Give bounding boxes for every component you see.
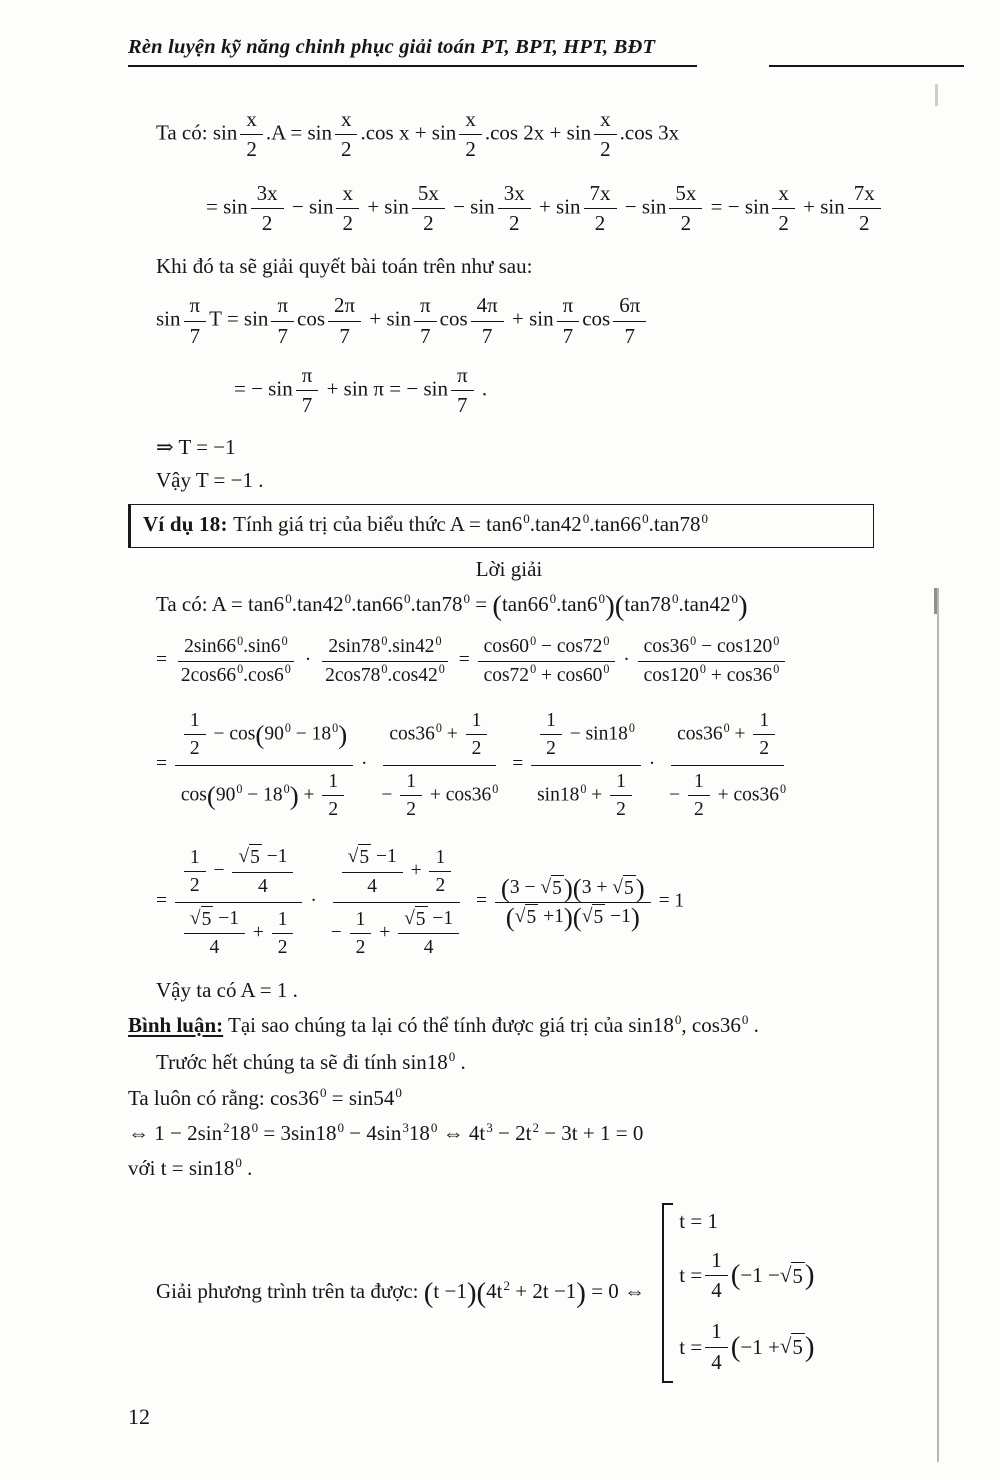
denominator: 2 <box>680 210 692 235</box>
numerator: 1 <box>400 769 422 796</box>
fraction <box>184 292 207 350</box>
arrow-T-line: ⇒ T = −1 <box>156 434 236 459</box>
fraction <box>296 362 319 420</box>
denominator: 2 <box>340 137 352 162</box>
numerator: π <box>184 292 207 321</box>
big-paren: ) <box>563 872 573 903</box>
denominator: 2 <box>465 137 476 162</box>
fraction <box>184 708 206 762</box>
fraction <box>350 907 372 961</box>
denominator: 2 <box>616 799 626 821</box>
sqrt <box>612 875 635 901</box>
numerator: x <box>335 106 358 135</box>
numerator: 1 <box>350 907 372 934</box>
numerator: 1 <box>705 1247 728 1276</box>
sqrt <box>540 875 563 901</box>
sqrt <box>515 904 538 930</box>
denominator: 2 <box>508 210 520 235</box>
denominator: $2\cos 66^0.\cos 6^0$ <box>180 662 291 686</box>
superscript: 0 <box>603 633 610 648</box>
fraction <box>772 180 795 238</box>
numerator: 7x <box>584 180 617 209</box>
numerator: 5x <box>669 180 702 209</box>
superscript: 0 <box>628 720 635 735</box>
denominator: 2 <box>594 210 606 235</box>
fraction <box>638 634 786 688</box>
denominator: ( √ 5 +1)( √ 5 −1) <box>500 903 646 930</box>
fraction <box>495 872 651 933</box>
fraction <box>232 844 293 899</box>
denominator: − $\frac{1}{2}$ + √ 5 −1 4 <box>325 903 468 963</box>
numerator: 5x <box>412 180 445 209</box>
denominator: 4 <box>209 937 220 959</box>
denominator: − $\frac{1}{2}$ + $\cos 36^0$ <box>375 766 504 825</box>
superscript: 0 <box>285 590 292 606</box>
example-18-box: Ví dụ 18: Tính giá trị của biểu thức $A = \tan 6^0.\tan 42^0.\tan 66^0.\tan 78^0$ <box>128 504 874 547</box>
denominator: 7 <box>189 323 201 348</box>
fraction <box>175 634 297 688</box>
superscript: 0 <box>701 511 709 527</box>
numerator: 1 <box>705 1318 728 1347</box>
numerator: 1 <box>540 708 562 735</box>
case-row: t = $\frac{1}{4}$ ( −1 − √ 5 ) <box>679 1245 814 1307</box>
numerator: $\cos 36^0$ + $\frac{1}{2}$ <box>671 706 784 766</box>
truoc-het-line: Trước hết chúng ta sẽ đi tính $\sin 18^0$ . <box>156 1049 466 1075</box>
numerator: 1 <box>184 708 206 735</box>
page-content <box>128 78 952 1383</box>
numerator: $\frac{1}{2}$ − $\sin 18^0$ <box>531 706 641 766</box>
giai-pt-line: Giải phương trình trên ta được: $(t -1)(4t^2 + 2t -1) = 0$ ⇔ t = 1 t = $\frac{1}{4}$ ( −1 − √ 5 ) t = $\frac{1}{4}$ ( −1 + √ 5 ) <box>156 1203 952 1383</box>
fraction <box>336 180 359 238</box>
superscript: 0 <box>492 781 499 796</box>
numerator: 3x <box>498 180 531 209</box>
radicand: √ 5 <box>791 1333 805 1361</box>
radicand: √ 5 <box>525 904 538 930</box>
ta-co-line: Ta có: sin $\frac{x}{2}$ .A = sin $\frac{x}{2}$ .cos x + sin $\frac{x}{2}$ .cos 2x + sin $\frac{x}{2}$ .cos 3x <box>156 104 952 166</box>
sqrt <box>780 1262 805 1290</box>
denominator: 2 <box>189 738 200 760</box>
fraction <box>184 845 206 899</box>
superscript: 0 <box>642 511 649 527</box>
fraction <box>531 706 641 824</box>
reduce-line: = − sin $\frac{\pi}{7}$ + sin π = − sin $\frac{\pi}{7}$ . <box>234 360 952 422</box>
superscript: 0 <box>699 662 706 677</box>
denominator: 2 <box>406 799 417 821</box>
big-paren: ) <box>804 1330 815 1363</box>
numerator: π <box>296 362 319 391</box>
denominator: √ 5 −1 4 + $\frac{1}{2}$ <box>175 903 303 963</box>
big-paren: ( <box>572 902 582 933</box>
numerator: √ 5 −1 <box>398 906 459 934</box>
numerator: 2π <box>328 292 361 321</box>
superscript: 0 <box>251 1119 259 1135</box>
superscript: 0 <box>690 633 697 648</box>
numerator: x <box>240 106 263 135</box>
fraction <box>175 706 353 824</box>
fraction <box>540 708 562 762</box>
sqrt <box>190 906 213 932</box>
fraction <box>471 292 504 350</box>
superscript: 0 <box>523 511 530 527</box>
fraction <box>398 906 459 961</box>
numerator: √ 5 −1 4 + $\frac{1}{2}$ <box>333 842 461 903</box>
numerator: 1 <box>429 845 451 872</box>
superscript: 0 <box>582 511 590 527</box>
numerator: (3 − √ 5 )(3 + √ 5 ) <box>495 875 651 903</box>
big-paren: ) <box>289 780 299 811</box>
superscript: 0 <box>530 662 537 677</box>
numerator: x <box>772 180 795 209</box>
superscript: 0 <box>674 1012 682 1028</box>
big-paren: ( <box>423 1276 434 1309</box>
numerator: x <box>336 180 359 209</box>
superscript: 3 <box>402 1119 409 1135</box>
case-row: t = 1 <box>679 1208 718 1233</box>
denominator: 4 <box>367 875 378 897</box>
denominator: 4 <box>423 937 434 959</box>
superscript: 0 <box>284 662 291 677</box>
denominator: $\cos 72^0 + \cos 60^0$ <box>483 662 610 686</box>
radicand: √ 5 <box>415 906 428 932</box>
superscript: 0 <box>430 1119 438 1135</box>
radicand: √ 5 <box>358 844 371 870</box>
superscript: 0 <box>435 720 442 735</box>
khi-do-line: Khi đó ta sẽ giải quyết bài toán trên như sau: <box>156 254 533 279</box>
superscript: 0 <box>337 1119 345 1135</box>
superscript: 0 <box>344 590 352 606</box>
denominator: 7 <box>339 323 350 348</box>
running-head: Rèn luyện kỹ năng chinh phục giải toán PT, BPT, HPT, BĐT <box>128 36 697 67</box>
numerator: √ 5 −1 <box>232 844 293 872</box>
superscript: 0 <box>463 590 470 606</box>
superscript: 0 <box>580 781 587 796</box>
numerator: x <box>594 106 617 135</box>
sqrt <box>238 844 261 870</box>
fraction <box>400 769 422 823</box>
fraction <box>688 769 710 823</box>
page-header <box>128 36 964 67</box>
radicand: √ 5 <box>592 904 605 930</box>
numerator: 4π <box>471 292 504 321</box>
denominator: 4 <box>711 1349 722 1374</box>
denominator: 7 <box>624 323 635 348</box>
fraction <box>240 106 263 164</box>
big-paren: ( <box>505 902 515 933</box>
numerator: 1 <box>753 708 775 735</box>
bold-label: Ví dụ 18: <box>143 512 234 537</box>
denominator: 2 <box>694 799 704 821</box>
denominator: 2 <box>261 210 273 235</box>
fraction <box>663 706 792 824</box>
big-paren: ) <box>605 589 615 622</box>
sqrt <box>404 906 427 932</box>
numerator: x <box>459 106 482 135</box>
superscript: 0 <box>603 662 610 677</box>
denominator: 2 <box>759 738 770 760</box>
sin-pi7-line: sin $\frac{\pi}{7}$ T = sin $\frac{\pi}{7}$ cos $\frac{2\pi}{7}$ + sin $\frac{\pi}{7}$ cos $\frac{4\pi}{7}$ + sin $\frac{\pi}{7}$ cos $\frac{6\pi}{7}$ <box>156 290 952 352</box>
superscript: 3 <box>486 1119 493 1135</box>
radicand: √ 5 <box>201 906 214 932</box>
sqrt <box>348 844 371 870</box>
fraction <box>272 907 294 961</box>
radicand: √ 5 <box>623 875 636 901</box>
big-paren: ) <box>576 1276 586 1309</box>
numerator: $2\sin 66^0.\sin 6^0$ <box>178 634 294 661</box>
numerator: 7x <box>848 180 881 209</box>
superscript: 0 <box>236 781 243 796</box>
denominator: $\cos 120^0 + \cos 36^0$ <box>643 662 780 686</box>
fraction <box>175 842 303 962</box>
numerator: $\frac{1}{2}$ − √ 5 −1 4 <box>175 842 303 903</box>
numerator: 3x <box>251 180 284 209</box>
fraction <box>848 180 881 238</box>
expansion-line: = sin $\frac{3x}{2}$ − sin $\frac{x}{2}$ + sin $\frac{5x}{2}$ − sin $\frac{3x}{2}$ + sin $\frac{7x}{2}$ − sin $\frac{5x}{2}$ = − sin $\frac{x}{2}$ + sin $\frac{7x}{2}$ <box>206 178 952 240</box>
superscript: 0 <box>435 633 442 648</box>
superscript: 0 <box>332 720 339 735</box>
denominator: 2 <box>778 210 789 235</box>
numerator: $\frac{1}{2}$ − $\cos(90^0 - 18^0)$ <box>175 706 353 766</box>
fraction <box>342 844 403 899</box>
superscript: 0 <box>284 720 291 735</box>
sqrt <box>780 1333 805 1361</box>
numerator: √ 5 −1 <box>342 844 403 872</box>
superscript: 0 <box>237 662 244 677</box>
radicand: √ 5 <box>249 844 262 870</box>
superscript: 0 <box>281 633 288 648</box>
denominator: 2 <box>328 799 339 821</box>
denominator: 7 <box>481 323 493 348</box>
fraction <box>322 769 344 823</box>
denominator: 7 <box>420 323 431 348</box>
superscript: 0 <box>731 590 738 606</box>
big-paren: ( <box>492 589 502 622</box>
denominator: 2 <box>355 936 366 958</box>
denominator: 7 <box>301 393 313 418</box>
denominator: 7 <box>277 323 288 348</box>
fraction <box>753 708 775 762</box>
denominator: 2 <box>600 137 611 162</box>
fraction <box>414 292 437 350</box>
superscript: 0 <box>780 781 787 796</box>
numerator: π <box>451 362 474 391</box>
loi-giai-heading: Lời giải <box>475 556 543 581</box>
bold-underline-label: Bình luận: <box>128 1013 224 1038</box>
denominator: 2 <box>342 210 353 235</box>
superscript: 0 <box>319 1084 327 1100</box>
denominator: 7 <box>457 393 468 418</box>
numerator: √ 5 −1 <box>184 906 245 934</box>
superscript: 2 <box>223 1119 230 1135</box>
denominator: 2 <box>277 936 288 958</box>
numerator: π <box>414 292 437 321</box>
numerator: $\cos 36^0$ + $\frac{1}{2}$ <box>383 706 496 766</box>
numerator: π <box>271 292 294 321</box>
big-paren: ( <box>476 1276 487 1309</box>
fraction <box>584 180 617 238</box>
fraction <box>594 106 617 164</box>
big-paren: ) <box>630 902 640 933</box>
superscript: 0 <box>723 720 730 735</box>
numerator: 1 <box>466 708 488 735</box>
denominator: $\sin 18^0$ + $\frac{1}{2}$ <box>531 766 641 825</box>
denominator: 4 <box>258 875 268 897</box>
numerator: 1 <box>272 907 294 934</box>
fraction-line-3: = $\frac{1}{2}$ − √ 5 −1 4 √ 5 −1 4 + $\frac{1}{2}$ · √ 5 −1 4 + $\frac{1}{2}$ − $\frac{1}{2}$ + √ 5 −1 4 = (3 − √ 5 )(3 + √ 5 ) ( √ 5 +1)( √ 5 −1) = 1 <box>156 840 952 964</box>
sqrt <box>582 904 605 930</box>
superscript: 0 <box>741 1012 749 1028</box>
fraction <box>705 1247 728 1305</box>
binh-luan-line: Bình luận: Tại sao chúng ta lại có thể tính được giá trị của $\sin 18^0$, $\cos 36^0$ . <box>128 1012 759 1038</box>
fraction <box>335 106 358 164</box>
fraction <box>610 769 632 823</box>
superscript: 0 <box>237 633 244 648</box>
big-paren: ( <box>614 589 625 622</box>
fraction <box>271 292 294 350</box>
numerator: $\cos 36^0 - \cos 120^0$ <box>638 634 786 661</box>
superscript: 0 <box>395 1084 402 1100</box>
page-number: 12 <box>128 1404 150 1429</box>
big-paren: ) <box>804 1259 815 1292</box>
denominator: 2 <box>546 738 556 760</box>
superscript: 0 <box>381 633 388 648</box>
superscript: 0 <box>773 633 780 648</box>
radicand: √ 5 <box>551 875 564 901</box>
fraction <box>328 292 361 350</box>
denominator: 7 <box>562 323 574 348</box>
denominator: $\cos(90^0 - 18^0)$ + $\frac{1}{2}$ <box>175 766 353 825</box>
big-paren: ) <box>563 902 573 933</box>
superscript: 0 <box>549 590 557 606</box>
denominator: 2 <box>246 137 257 162</box>
header-rule <box>769 65 964 67</box>
numerator: $2\sin 78^0.\sin 42^0$ <box>322 634 447 661</box>
voi-t-line: với $t = \sin 18^0$ . <box>128 1155 253 1181</box>
denominator: $2\cos 78^0.\cos 42^0$ <box>325 662 445 686</box>
denominator: 2 <box>435 875 446 897</box>
denominator: 2 <box>471 738 482 760</box>
fraction <box>705 1318 728 1376</box>
big-paren: ( <box>206 780 216 811</box>
denominator: 2 <box>189 875 200 897</box>
vay-T-line: Vậy T = −1 . <box>156 467 264 492</box>
big-paren: ( <box>730 1330 741 1363</box>
superscript: 0 <box>283 781 290 796</box>
fraction <box>429 845 451 899</box>
big-paren: ) <box>338 719 348 750</box>
fraction <box>375 706 504 824</box>
superscript: 0 <box>438 662 445 677</box>
denominator: 4 <box>711 1278 722 1303</box>
fraction <box>319 634 451 688</box>
superscript: 0 <box>598 590 606 606</box>
fraction-line-1: = $\frac{2\sin 66^0.\sin 6^0}{2\cos 66^0.\cos 6^0}$ · $\frac{2\sin 78^0.\sin 42^0}{2\cos 78^0.\cos 42^0}$ = $\frac{\cos 60^0 - \cos 72^0}{\cos 72^0 + \cos 60^0}$ · $\frac{\cos 36^0 - \cos 120^0}{\cos 120^0 + \cos 36^0}$ <box>156 632 952 690</box>
ta-luon-line: Ta luôn có rằng: $\cos 36^0 = \sin 54^0$ <box>128 1084 402 1110</box>
numerator: 1 <box>322 769 344 796</box>
fraction <box>557 292 580 350</box>
cases-bracket <box>662 1203 814 1383</box>
superscript: 2 <box>532 1119 539 1135</box>
superscript: 0 <box>404 590 411 606</box>
superscript: 0 <box>448 1049 456 1065</box>
big-paren: ) <box>635 872 645 903</box>
big-paren: ( <box>730 1259 741 1292</box>
numerator: 1 <box>688 769 710 796</box>
numerator: π <box>557 292 580 321</box>
big-paren: ( <box>500 872 510 903</box>
fraction <box>669 180 702 238</box>
denominator: 2 <box>858 210 870 235</box>
fraction-line-2: = $\frac{1}{2}$ − $\cos(90^0 - 18^0)$ $\cos(90^0 - 18^0)$ + $\frac{1}{2}$ · $\cos 36^0$ + $\frac{1}{2}$ − $\frac{1}{2}$ + $\cos 36^0$ = $\frac{1}{2}$ − $\sin 18^0$ $\sin 18^0$ + $\frac{1}{2}$ · $\cos 36^0$ + $\frac{1}{2}$ − $\frac{1}{2}$ + $\cos 36^0$ <box>156 704 952 826</box>
radicand: √ 5 <box>791 1262 805 1290</box>
numerator: 1 <box>184 845 206 872</box>
equation-t-line: ⇔ $1 - 2\sin^218^0 = 3\sin 18^0 - 4\sin^318^0$ ⇔ $4t^3 - 2t^2 - 3t + 1 = 0$ <box>128 1119 644 1145</box>
numerator: $\cos 60^0 - \cos 72^0$ <box>478 634 616 661</box>
fraction <box>251 180 284 238</box>
big-paren: ) <box>737 589 748 622</box>
fraction <box>466 708 488 762</box>
fraction <box>478 634 616 688</box>
vay-A-line: Vậy ta có A = 1 . <box>156 977 298 1002</box>
fraction <box>184 906 245 961</box>
fraction <box>613 292 646 350</box>
fraction <box>459 106 482 164</box>
fraction <box>325 842 468 962</box>
superscript: 0 <box>381 662 388 677</box>
superscript: 0 <box>235 1155 242 1171</box>
fraction <box>451 362 474 420</box>
fraction <box>412 180 445 238</box>
superscript: 0 <box>773 662 780 677</box>
big-paren: ) <box>466 1276 477 1309</box>
superscript: 0 <box>672 590 679 606</box>
fraction <box>498 180 531 238</box>
superscript: 2 <box>503 1277 511 1293</box>
denominator: 2 <box>423 210 434 235</box>
ta-co-A-line: Ta có: $A = \tan 6^0.\tan 42^0.\tan 66^0.\tan 78^0 = (\tan 66^0.\tan 6^0)(\tan 78^0.\tan 42^0)$ <box>156 589 748 622</box>
big-paren: ( <box>572 872 582 903</box>
case-row: t = $\frac{1}{4}$ ( −1 + √ 5 ) <box>679 1316 814 1378</box>
denominator: − $\frac{1}{2}$ + $\cos 36^0$ <box>663 766 792 825</box>
numerator: 1 <box>610 769 632 796</box>
big-paren: ( <box>255 719 265 750</box>
numerator: 6π <box>613 292 646 321</box>
superscript: 0 <box>530 633 537 648</box>
